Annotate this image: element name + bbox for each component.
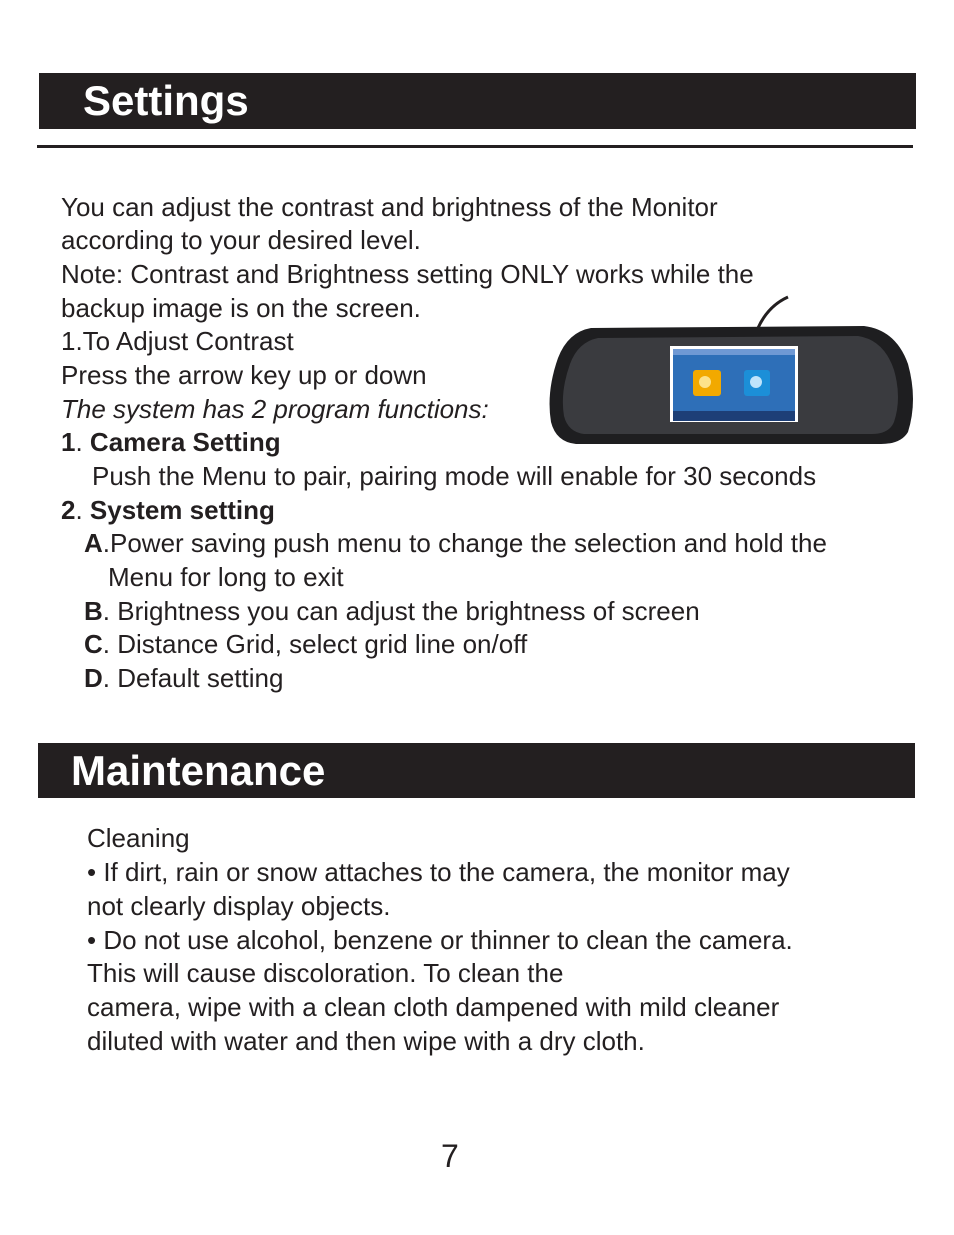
gear-icon bbox=[750, 376, 762, 388]
function-camera-setting bbox=[61, 425, 281, 459]
system-item-a bbox=[84, 526, 827, 560]
item-text: . Brightness you can adjust the brightness of screen bbox=[102, 596, 700, 626]
camera-lens-icon bbox=[699, 376, 711, 388]
maintenance-text-line: Cleaning bbox=[87, 823, 190, 853]
system-item-a-cont: Menu for long to exit bbox=[108, 562, 344, 592]
settings-text-line: You can adjust the contrast and brightness of the Monitor bbox=[61, 192, 718, 222]
function-separator: . bbox=[75, 427, 90, 457]
function-title: Camera Setting bbox=[89, 427, 281, 457]
monitor-status-bar bbox=[673, 411, 795, 421]
item-text: .Power saving push menu to change the selection and hold the bbox=[102, 528, 827, 558]
maintenance-text-line: • Do not use alcohol, benzene or thinner to clean the camera. bbox=[87, 925, 793, 955]
function-number: 2 bbox=[61, 495, 76, 525]
maintenance-heading: Maintenance bbox=[38, 743, 915, 798]
item-text: . Default setting bbox=[102, 663, 284, 693]
function-system-setting bbox=[61, 493, 275, 527]
page-number: 7 bbox=[441, 1138, 459, 1174]
function-separator: . bbox=[75, 495, 90, 525]
settings-text-line: backup image is on the screen. bbox=[61, 293, 421, 323]
settings-text-line: according to your desired level. bbox=[61, 225, 421, 255]
maintenance-text-line: diluted with water and then wipe with a dry cloth. bbox=[87, 1026, 645, 1056]
function-number: 1 bbox=[61, 427, 76, 457]
system-item-c bbox=[84, 627, 527, 661]
maintenance-text-line: camera, wipe with a clean cloth dampened with mild cleaner bbox=[87, 992, 780, 1022]
item-letter: B bbox=[84, 596, 103, 626]
function-camera-setting-desc: Push the Menu to pair, pairing mode will enable for 30 seconds bbox=[92, 461, 817, 491]
settings-functions-intro: The system has 2 program functions: bbox=[61, 394, 489, 424]
settings-heading: Settings bbox=[39, 73, 916, 129]
mirror-cable bbox=[758, 297, 788, 328]
system-item-b bbox=[84, 594, 700, 628]
rearview-mirror-monitor-image bbox=[546, 292, 920, 452]
item-letter: A bbox=[84, 528, 103, 558]
function-title: System setting bbox=[89, 495, 275, 525]
settings-text-line: 1.To Adjust Contrast bbox=[61, 326, 294, 356]
monitor-menu-title-bar bbox=[673, 349, 795, 355]
item-text: . Distance Grid, select grid line on/off bbox=[102, 629, 528, 659]
system-item-d bbox=[84, 661, 283, 695]
item-letter: C bbox=[84, 629, 103, 659]
section-divider bbox=[37, 145, 913, 148]
item-letter: D bbox=[84, 663, 103, 693]
settings-text-line: Note: Contrast and Brightness setting ONLY works while the bbox=[61, 259, 754, 289]
settings-text-line: Press the arrow key up or down bbox=[61, 360, 427, 390]
maintenance-text-line: This will cause discoloration. To clean the bbox=[87, 958, 564, 988]
maintenance-text-line: not clearly display objects. bbox=[87, 891, 391, 921]
monitor-menu-background bbox=[673, 349, 795, 411]
maintenance-text-line: • If dirt, rain or snow attaches to the camera, the monitor may bbox=[87, 857, 790, 887]
